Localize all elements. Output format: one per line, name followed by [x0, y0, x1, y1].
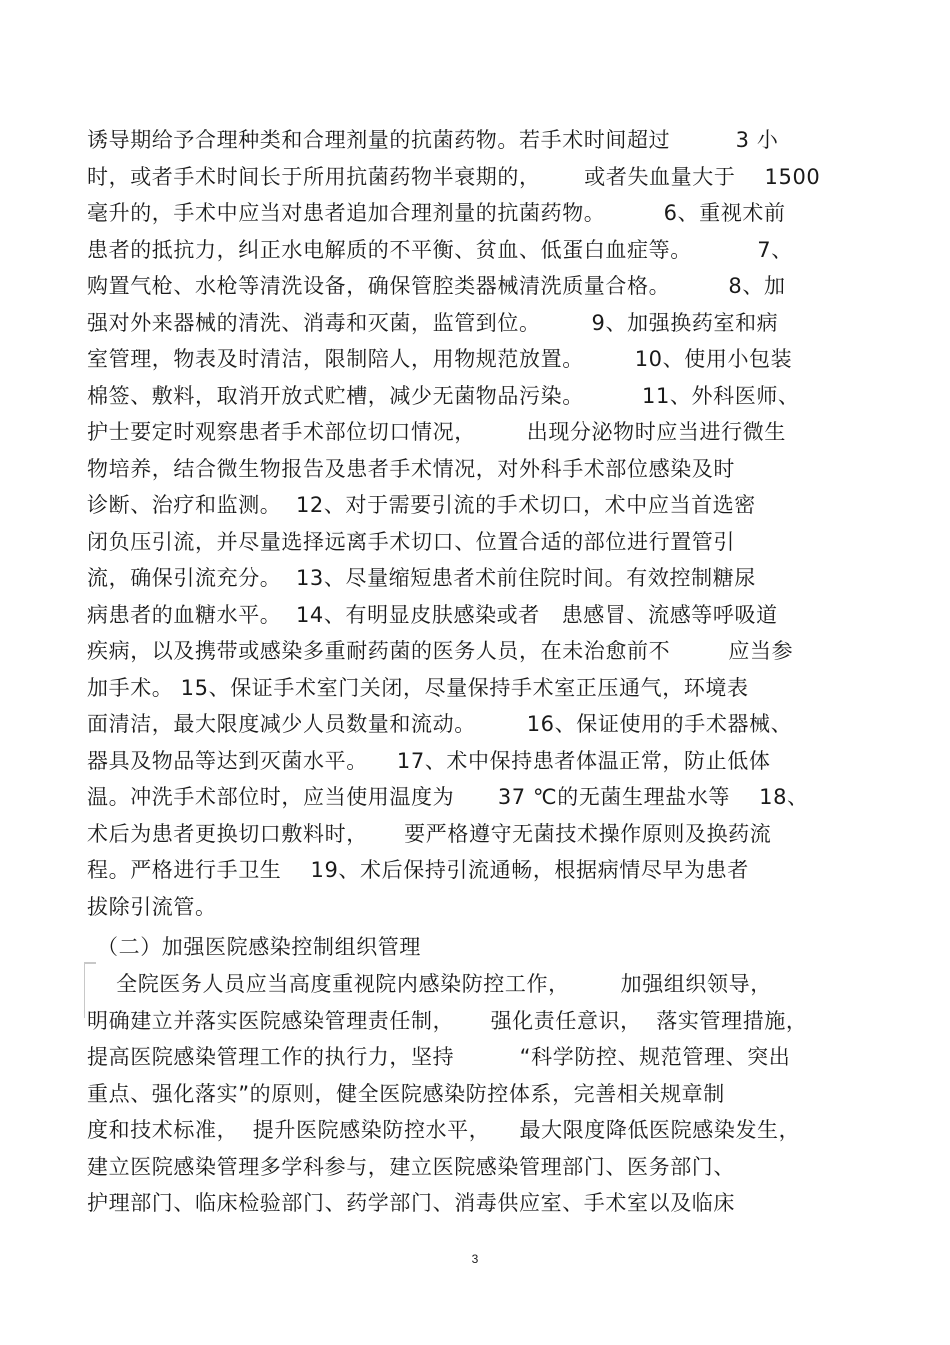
text-line: 程。严格进行手卫生 19、术后保持引流通畅，根据病情尽早为患者: [87, 858, 749, 882]
text-line: 物培养，结合微生物报告及患者手术情况，对外科手术部位感染及时: [87, 456, 735, 481]
text-line: 诊断、治疗和监测。 12、对于需要引流的手术切口，术中应当首选密: [87, 493, 756, 517]
text-line: 疾病，以及携带或感染多重耐药菌的医务人员，在未治愈前不 应当参: [87, 639, 794, 663]
section-heading: （二）加强医院感染控制组织管理: [97, 935, 421, 959]
text-line: 建立医院感染管理多学科参与，建立医院感染管理部门、医务部门、: [87, 1154, 735, 1179]
text-line: 时，或者手术时间长于所用抗菌药物半衰期的， 或者失血量大于 1500: [87, 164, 821, 189]
heading-marker: [84, 962, 96, 964]
text-line: 室管理，物表及时清洁，限制陪人，用物规范放置。 10、使用小包装: [87, 347, 793, 371]
text-line: 护士要定时观察患者手术部位切口情况， 出现分泌物时应当进行微生: [87, 420, 786, 444]
text-line: 购置气枪、水枪等清洗设备，确保管腔类器械清洗质量合格。 8、加: [87, 274, 786, 298]
text-line: 诱导期给予合理种类和合理剂量的抗菌药物。若手术时间超过 3 小: [87, 128, 779, 152]
text-line: 面清洁，最大限度减少人员数量和流动。 16、保证使用的手术器械、: [87, 712, 793, 736]
text-line: 温。冲洗手术部位时，应当使用温度为 37 ℃的无菌生理盐水等 18、: [87, 785, 809, 809]
text-line: 强对外来器械的清洗、消毒和灭菌，监管到位。 9、加强换药室和病: [87, 310, 779, 335]
text-line: 提高医院感染管理工作的执行力，坚持 “科学防控、规范管理、突出: [87, 1045, 791, 1069]
text-line: 加手术。 15、保证手术室门关闭，尽量保持手术室正压通气，环境表: [87, 675, 749, 700]
text-line: 全院医务人员应当高度重视院内感染防控工作， 加强组织领导，: [87, 972, 772, 996]
text-line: 流，确保引流充分。 13、尽量缩短患者术前住院时间。有效控制糖尿: [87, 566, 756, 590]
text-line: 患者的抵抗力，纠正水电解质的不平衡、贫血、低蛋白血症等。 7、: [87, 237, 793, 262]
text-line: 毫升的，手术中应当对患者追加合理剂量的抗菌药物。 6、重视术前: [87, 201, 786, 225]
text-line: 重点、强化落实”的原则，健全医院感染防控体系，完善相关规章制: [87, 1081, 725, 1106]
text-line: 闭负压引流，并尽量选择远离手术切口、位置合适的部位进行置管引: [87, 529, 735, 554]
text-line: 度和技术标准， 提升医院感染防控水平， 最大限度降低医院感染发生，: [87, 1118, 801, 1142]
text-line: 拔除引流管。: [87, 894, 217, 919]
text-line: 棉签、敷料，取消开放式贮槽，减少无菌物品污染。 11、外科医师、: [87, 383, 800, 408]
text-line: 器具及物品等达到灭菌水平。 17、术中保持患者体温正常，防止低体: [87, 748, 771, 773]
text-line: 护理部门、临床检验部门、药学部门、消毒供应室、手术室以及临床: [87, 1191, 735, 1215]
text-line: 明确建立并落实医院感染管理责任制， 强化责任意识， 落实管理措施，: [87, 1008, 808, 1033]
heading-rule: [84, 962, 85, 1018]
page-number: 3: [471, 1252, 479, 1266]
text-line: 病患者的血糖水平。 14、有明显皮肤感染或者 患感冒、流感等呼吸道: [87, 602, 778, 627]
text-line: 术后为患者更换切口敷料时， 要严格遵守无菌技术操作原则及换药流: [87, 821, 772, 846]
